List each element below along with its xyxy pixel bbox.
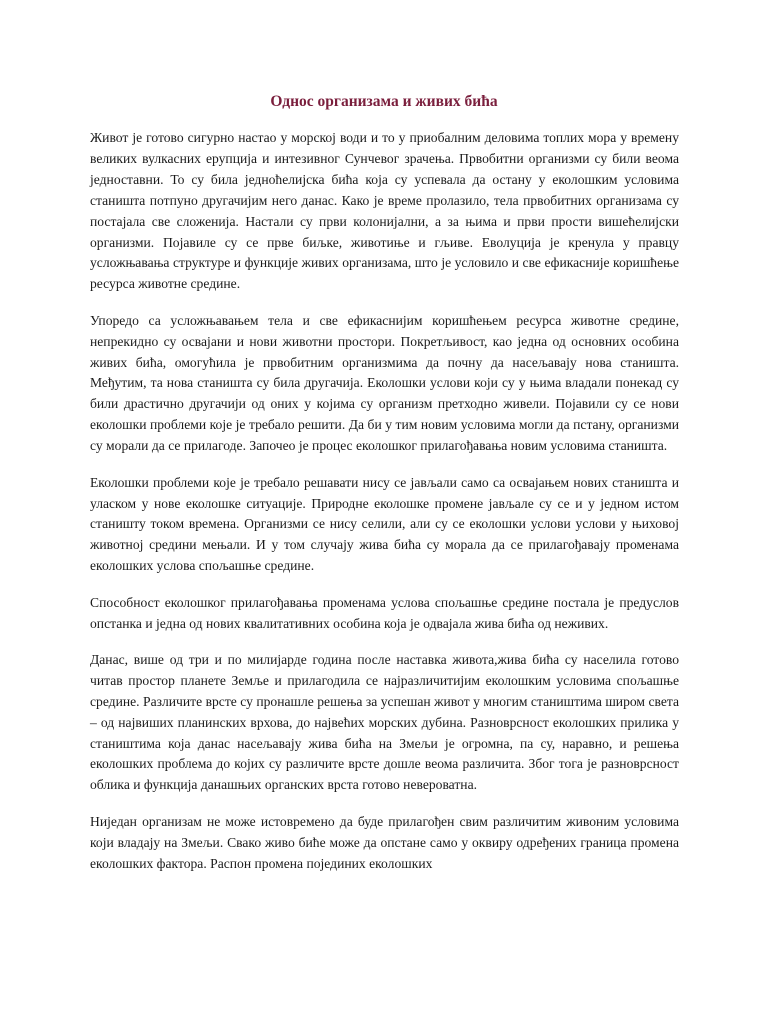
paragraph: Ниједан организам не може истовремено да буде прилагођен свим различитим живоним условима који владају на Змељи. Свако живо биће може да опстане само у оквиру одређених граница промена еколошких фактора. Распон промена појединих еколошких bbox=[90, 813, 679, 871]
paragraph: Способност еколошког прилагођавања променама услова спољашње средине постала је предуслов опстанка и једна од нових квалитативних особина која је одвајала жива бића од неживих. bbox=[90, 594, 679, 631]
document-body bbox=[90, 128, 679, 890]
paragraph: Еколошки проблеми које је требало решавати нису се јављали само са освајањем нових станишта и уласком у нове еколошке ситуације. Природне еколошке промене јављале су се и у једном истом станишту током времена. Организми се нису селили, али су се еколошки услови услови у њиховој животној средини мењали. И у том случају жива бића су морала да се прилагођавају променама еколошких услова спољашње средине. bbox=[90, 474, 679, 574]
paragraph: Живот је готово сигурно настао у морској води и то у приобалним деловима топлих мора у времену великих вулкасних ерупција и интезивног Сунчевог зрачења. Првобитни организми су били веома једноставни. То су била једноћелијска бића која су успевала да остану у еколошким условима станишта потпуно другачијим него данас. Како је време пролазило, тела првобитних организама су постајала све сложенија. Настали су први колонијални, а за њима и први прости вишећелијски организми. Појавиле су се прве биљке, животиње и гљиве. Еволуција је кренула у правцу усложњавања структуре и функције живих организама, што је условило и све ефикасније коришћење ресурса животне средине. bbox=[90, 130, 679, 292]
paragraph: Упоредо са усложњавањем тела и све ефикаснијим коришћењем ресурса животне средине, непрекидно су освајани и нови животни простори. Покретљивост, као једна од основних особина живих бића, омогућила је првобитним организмима да почну да насељавају нова станишта. Међутим, та нова станишта су била другачија. Еколошки услови који су у њима владали понекад су били драстично другачији од оних у којима су организм претходно живели. Појавили су се нови еколошки проблеми које је требало решити. Да би у тим новим условима могли да пстану, организми су морали да се прилагоде. Започео је процес еколошког прилагођавања новим условима станишта. bbox=[90, 312, 679, 454]
document-title: Однос организама и живих бића bbox=[270, 93, 498, 110]
paragraph: Данас, више од три и по милијарде година после наставка живота,жива бића су населила готово читав простор планете Земље и прилагодила се најразличитијим еколошким условима спољашње средине. Различите врсте су пронашле решења за успешан живот у многим стаништима широм света – од највиших планинских врхова, до највећих морских дубина. Разноврсност еколошких прилика у стаништима која данас насељавају жива бића на Змељи је огромна, па су, наравно, и решења еколошких проблема до којих су различите врсте дошле веома различита. Због тога је разноврсност облика и функција данашњих органских врста готово невероватна. bbox=[90, 651, 679, 793]
